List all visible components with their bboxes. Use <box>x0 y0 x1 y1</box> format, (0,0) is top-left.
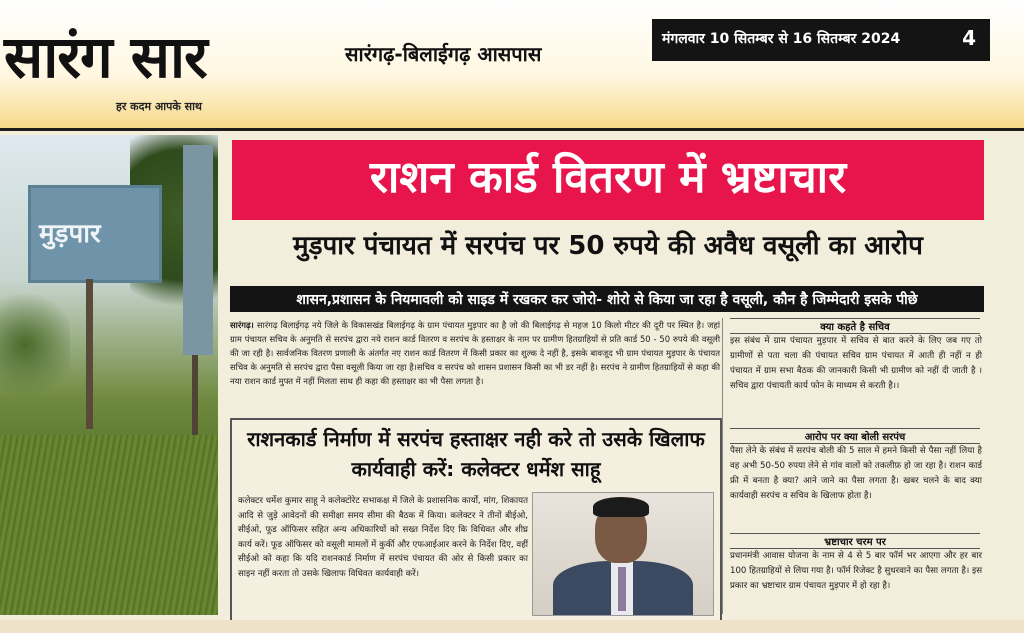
newspaper-tagline: हर कदम आपके साथ <box>116 100 202 113</box>
secretary-heading: क्या कहते है सचिव <box>730 318 980 334</box>
sign-pole <box>192 355 198 435</box>
newspaper-title: सारंग सार <box>4 23 207 91</box>
collector-headline: राशनकार्ड निर्माण में सरपंच हस्ताक्षर नही करे तो उसके खिलाफ कार्यवाही करें: कलेक्टर धर्मेश साहू <box>247 427 705 481</box>
lead-article <box>230 318 720 388</box>
portrait-hair <box>593 497 649 517</box>
page-number: 4 <box>962 26 976 50</box>
collector-story-box <box>230 418 722 622</box>
sign-pole <box>86 279 93 429</box>
bottom-strip <box>0 620 1024 633</box>
date-box <box>652 19 990 61</box>
village-signboard <box>28 185 162 283</box>
dateline: सारंगढ़। <box>230 320 254 330</box>
collector-portrait-photo <box>532 492 714 616</box>
grass-field <box>0 435 218 615</box>
tree-image <box>0 285 70 405</box>
portrait-tie <box>618 567 626 611</box>
secretary-text: इस संबंध में ग्राम पंचायत मुड़पार में सचिव से बात करने के लिए जब गए तो ग्रामीणों से पता चला की पंचायत सचिव ग्राम पंचायत में आती ही नहीं न ही पंचायत में ग्राम सभा बैठक की जानकारी किसी भी ग्रामीण को नहीं दी जाती है । सचिव द्वारा पंचायती कार्य फोन के माध्यम से करती है।। <box>730 336 982 391</box>
section-title: सारंगढ़-बिलाईगढ़ आसपास <box>345 42 542 66</box>
sarpanch-heading: आरोप पर क्या बोली सरपंच <box>730 428 980 444</box>
main-headline: राशन कार्ड वितरण में भ्रष्टाचार <box>369 152 847 203</box>
strap-bar <box>230 286 984 312</box>
signboard-text: मुड़पार <box>39 219 101 249</box>
headline-banner <box>232 140 984 220</box>
issue-date: मंगलवार 10 सितम्बर से 16 सितम्बर 2024 <box>662 31 901 47</box>
column-divider <box>722 318 723 614</box>
masthead <box>0 0 1024 131</box>
sarpanch-text: पैसा लेने के संबंध में सरपंच बोली की 5 साल में हमने किसी से पैसा नहीं लिया है वह अभी 50-50 रुपया लेने से गांव वालों को तकलीफ़ हो जा रहा है। राशन कार्ड फ्री में बनता है क्या? आने जाने का पैसा लगता है। खबर चलने के बाद क्या कार्यवाही सरपंच व सचिव के खिलाफ होता है। <box>730 446 982 501</box>
village-sign-photo <box>0 135 218 615</box>
corruption-heading: भ्रष्टाचार चरम पर <box>730 533 980 549</box>
second-signboard <box>183 145 213 355</box>
collector-text: कलेक्टर धर्मेश कुमार साहू ने कलेक्टोरेट सभाकक्ष में जिले के प्रशासनिक कार्यों, मांग, शिकायत आदि से जुड़े आवेदनों की समीक्षा समय सीमा की बैठक में किया। कलेक्टर ने तीनों बीईओ, सीईओ, फूड ऑफिसर सहित अन्य अधिकारियों को सख्त निर्देश दिए कि विधिवत और शीघ्र कार्य करें। फूड ऑफिसर को वसूली मामलों में कुर्की और एफआईआर करने के निर्देश दिए, वहीं सीईओ को कहा कि यदि राशनकार्ड निर्माण में सरपंच पंचायत की ओर से किसी प्रकार का साइन नहीं करता तो उसके खिलाफ विधिवत कार्यवाही करें। <box>238 496 528 579</box>
corruption-text: प्रधानमंत्री आवास योजना के नाम से 4 से 5 बार फॉर्म भर आएगा और हर बार 100 हितग्राहियों से लिया गया है। फॉर्म रिजेक्ट है सुधरवाने का पैसा लगता है। इस प्रकार का भ्रष्टाचार ग्राम पंचायत मुड़पार में हो रहा है। <box>730 551 982 591</box>
strap-text: शासन,प्रशासन के नियमावली को साइड में रखकर कर जोरो- शोरो से किया जा रहा है वसूली, कौन है जिम्मेदारी इसके पीछे <box>296 292 918 308</box>
sub-headline: मुड़पार पंचायत में सरपंच पर 50 रुपये की अवैध वसूली का आरोप <box>293 231 923 261</box>
lead-text: सारंगढ़ बिलाईगढ़ नये जिले के विकासखंड बिलाईगढ़ के ग्राम पंचायत मुड़पार का है जो की बिलाईगढ़ से महज 10 किलो मीटर की दूरी पर स्थित है। जहां ग्राम पंचायत सचिव के अनुमति से सरपंच द्वारा नये राशन कार्ड वितरण व सरपंच के हस्ताक्षर के नाम पर ग्रामीण हितग्राहियों से प्रति कार्ड 50 - 50 रुपये की वसूली की जा रही है। सार्वजनिक वितरण प्रणाली के अंतर्गत नए राशन कार्ड वितरण में किसी प्रकार का शुल्क दे नहीं है, इसके बावजूद भी ग्राम पंचायत मुड़पार के पंचायत सचिव के अनुमति से सरपंच द्वारा पैसा वसूली किया जा रहा है।सचिव व सरपंच को शासन प्रशासन किसी का भी डर नहीं है। सरपंच ने ग्रामीण हितग्राहियों से कहा की नया राशन कार्ड मुफ्त में नहीं मिलता साथ ही कहा की हस्ताक्षर का भी पैसा लगता है। <box>230 320 720 386</box>
